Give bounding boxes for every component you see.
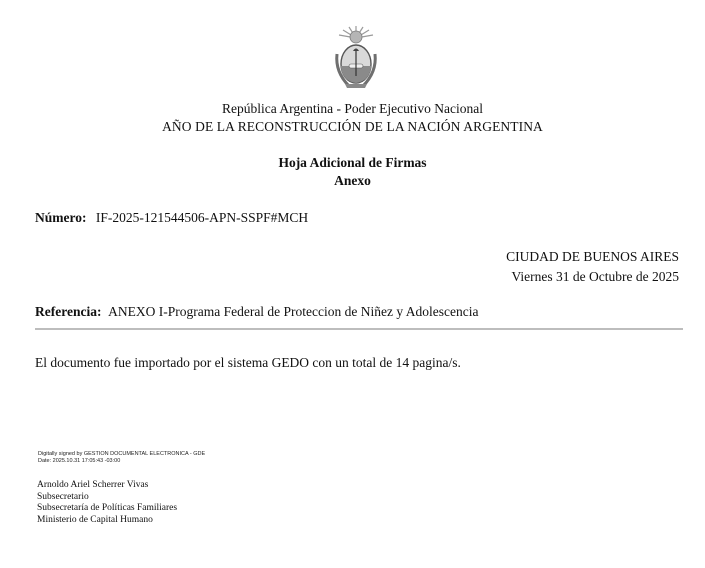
document-subtitle: Anexo [334, 173, 371, 188]
document-number [35, 210, 308, 226]
argentina-coat-of-arms-icon [331, 24, 381, 92]
reference [35, 304, 478, 320]
reference-label: Referencia: [35, 304, 102, 319]
city: CIUDAD DE BUENOS AIRES [506, 249, 679, 264]
document-number-label: Número: [35, 210, 87, 225]
signer-position: Subsecretario [37, 491, 89, 502]
signer-block [37, 480, 177, 527]
document-title: Hoja Adicional de Firmas [278, 155, 427, 170]
document-number-value: IF-2025-121544506-APN-SSPF#MCH [95, 210, 309, 225]
header-line-2: AÑO DE LA RECONSTRUCCIÓN DE LA NACIÓN ARGENTINA [162, 119, 543, 134]
digital-signature-line-1: Digitally signed by GESTION DOCUMENTAL ELECTRONICA - GDE [38, 451, 206, 457]
body-text: El documento fue importado por el sistema GEDO con un total de 14 pagina/s. [35, 355, 461, 370]
digital-signature-stamp [38, 451, 205, 464]
signer-ministry: Ministerio de Capital Humano [37, 515, 153, 526]
reference-value: ANEXO I-Programa Federal de Proteccion de Niñez y Adolescencia [108, 304, 479, 319]
digital-signature-date: Date: 2025.10.31 17:05:43 -03:00 [38, 457, 121, 464]
date: Viernes 31 de Octubre de 2025 [511, 269, 679, 284]
header-line-1: República Argentina - Poder Ejecutivo Nacional [221, 101, 484, 116]
signer-office: Subsecretaría de Políticas Familiares [37, 503, 178, 514]
signer-name: Arnoldo Ariel Scherrer Vivas [37, 480, 149, 490]
divider [35, 328, 683, 330]
